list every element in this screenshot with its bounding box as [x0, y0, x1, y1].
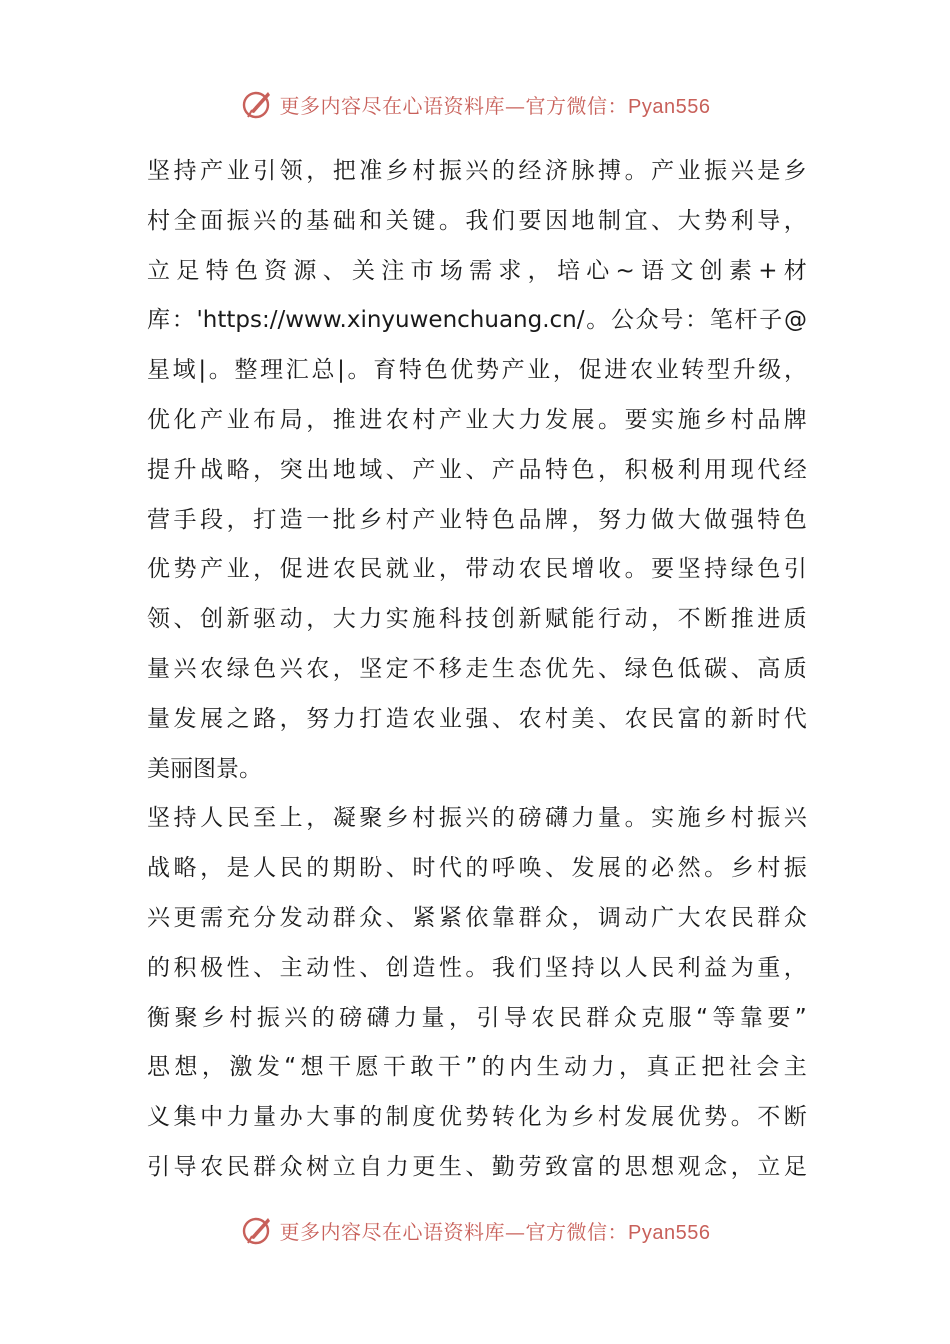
text-line: 立 足 特 色 资 源 、 关 注 市 场 需 求 ， 培 心 ~ 语 文 创 素 + 材	[147, 257, 807, 284]
quill-logo-icon	[240, 1212, 276, 1248]
text-line: 坚 持 人 民 至 上 ， 凝 聚 乡 村 振 兴 的 磅 礴 力 量 。 实 施 乡 村 振 兴	[147, 805, 807, 832]
text-line: 领 、 创 新 驱 动 ， 大 力 实 施 科 技 创 新 赋 能 行 动 ， 不 断 推 进 质	[147, 606, 807, 633]
text-line: 坚 持 产 业 引 领 ， 把 准 乡 村 振 兴 的 经 济 脉 搏 。 产 业 振 兴 是 乡	[147, 158, 807, 184]
text-line: 引 导 农 民 群 众 树 立 自 力 更 生 、 勤 劳 致 富 的 思 想 观 念 ， 立 足	[147, 1153, 807, 1180]
text-line: 优 化 产 业 布 局 ， 推 进 农 村 产 业 大 力 发 展 。 要 实 施 乡 村 品 牌	[147, 406, 807, 433]
text-line: 战 略 ， 是 人 民 的 期 盼 、 时 代 的 呼 唤 、 发 展 的 必 然 。 乡 村 振	[147, 855, 807, 882]
header-promo-text: 更多内容尽在心语资料库—官方微信：Pyan556	[279, 93, 711, 118]
text-line: 量 兴 农 绿 色 兴 农 ， 坚 定 不 移 走 生 态 优 先 、 绿 色 低 碳 、 高 质	[147, 655, 807, 682]
text-line: 思 想 ， 激 发 “ 想 干 愿 干 敢 干 ” 的 内 生 动 力 ， 真 正 把 社 会 主	[147, 1054, 807, 1081]
text-line: 营 手 段 ， 打 造 一 批 乡 村 产 业 特 色 品 牌 ， 努 力 做 大 做 强 特 色	[147, 506, 807, 533]
text-line: 星 域 | 。 整 理 汇 总 | 。 育 特 色 优 势 产 业 ， 促 进 农 业 转 型 升 级 ，	[147, 357, 807, 384]
header-wechat-id: Pyan556	[628, 95, 711, 118]
header-banner	[0, 82, 950, 126]
text-line: 义 集 中 力 量 办 大 事 的 制 度 优 势 转 化 为 乡 村 发 展 优 势 。 不 断	[147, 1104, 807, 1131]
text-line: 量 发 展 之 路 ， 努 力 打 造 农 业 强 、 农 村 美 、 农 民 富 的 新 时 代	[147, 705, 807, 732]
text-line: 兴 更 需 充 分 发 动 群 众 、 紧 紧 依 靠 群 众 ， 调 动 广 大 农 民 群 众	[147, 904, 807, 931]
text-line: 的 积 极 性 、 主 动 性 、 创 造 性 。 我 们 坚 持 以 人 民 利 益 为 重 ，	[147, 954, 807, 981]
text-line: 优 势 产 业 ， 促 进 农 民 就 业 ， 带 动 农 民 增 收 。 要 坚 持 绿 色 引	[147, 556, 807, 583]
text-line: 美 丽 图 景 。	[147, 755, 262, 782]
text-line: 提 升 战 略 ， 突 出 地 域 、 产 业 、 产 品 特 色 ， 积 极 利 用 现 代 经	[147, 456, 807, 483]
document-body	[147, 147, 807, 1193]
footer-wechat-id: Pyan556	[628, 1221, 711, 1244]
footer-promo-text: 更多内容尽在心语资料库—官方微信：Pyan556	[279, 1219, 711, 1244]
text-line: 衡 聚 乡 村 振 兴 的 磅 礴 力 量 ， 引 导 农 民 群 众 克 服 “ 等 靠 要 ”	[147, 1004, 807, 1031]
text-line: 库 ： 'https://www.xinyuwenchuang.cn/ 。 公 众 号 ： 笔 杆 子 @	[147, 307, 807, 334]
footer-banner	[0, 1208, 950, 1252]
quill-logo-icon	[240, 86, 276, 122]
text-line: 村 全 面 振 兴 的 基 础 和 关 键 。 我 们 要 因 地 制 宜 、 大 势 利 导 ，	[147, 207, 807, 234]
